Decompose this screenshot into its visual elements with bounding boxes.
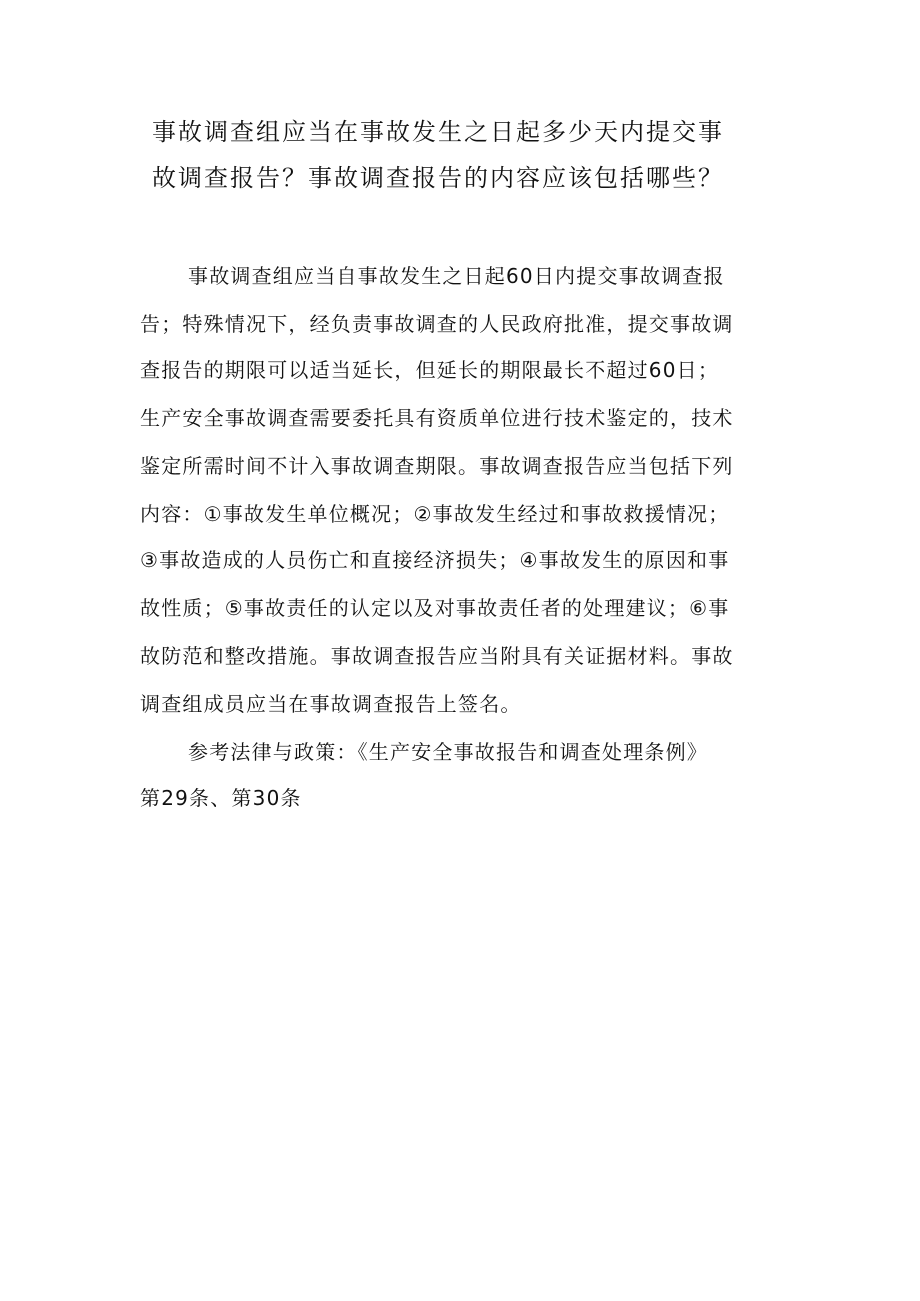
body-line-7: ③事故造成的人员伤亡和直接经济损失；④事故发生的原因和事 [140, 548, 730, 572]
body-line-3: 查报告的期限可以适当延长，但延长的期限最长不超过60日； [140, 358, 720, 382]
body-line-5: 鉴定所需时间不计入事故调查期限。事故调查报告应当包括下列 [140, 454, 734, 478]
body-line-6: 内容：①事故发生单位概况；②事故发生经过和事故救援情况； [140, 502, 730, 526]
document-title-line-1: 事故调查组应当在事故发生之日起多少天内提交事 [152, 118, 724, 146]
body-line-8: 故性质；⑤事故责任的认定以及对事故责任者的处理建议；⑥事 [140, 596, 730, 620]
body-line-9: 故防范和整改措施。事故调查报告应当附具有关证据材料。事故 [140, 644, 734, 668]
document-title-line-2: 故调查报告？事故调查报告的内容应该包括哪些？ [152, 164, 724, 192]
reference-articles-line: 第29条、第30条 [140, 786, 302, 810]
body-line-4: 生产安全事故调查需要委托具有资质单位进行技术鉴定的，技术 [140, 406, 734, 430]
reference-line: 参考法律与政策：《生产安全事故报告和调查处理条例》 [188, 740, 708, 764]
body-line-10: 调查组成员应当在事故调查报告上签名。 [140, 692, 522, 716]
body-line-1: 事故调查组应当自事故发生之日起60日内提交事故调查报 [188, 264, 725, 288]
body-line-2: 告；特殊情况下，经负责事故调查的人民政府批准，提交事故调 [140, 312, 734, 336]
